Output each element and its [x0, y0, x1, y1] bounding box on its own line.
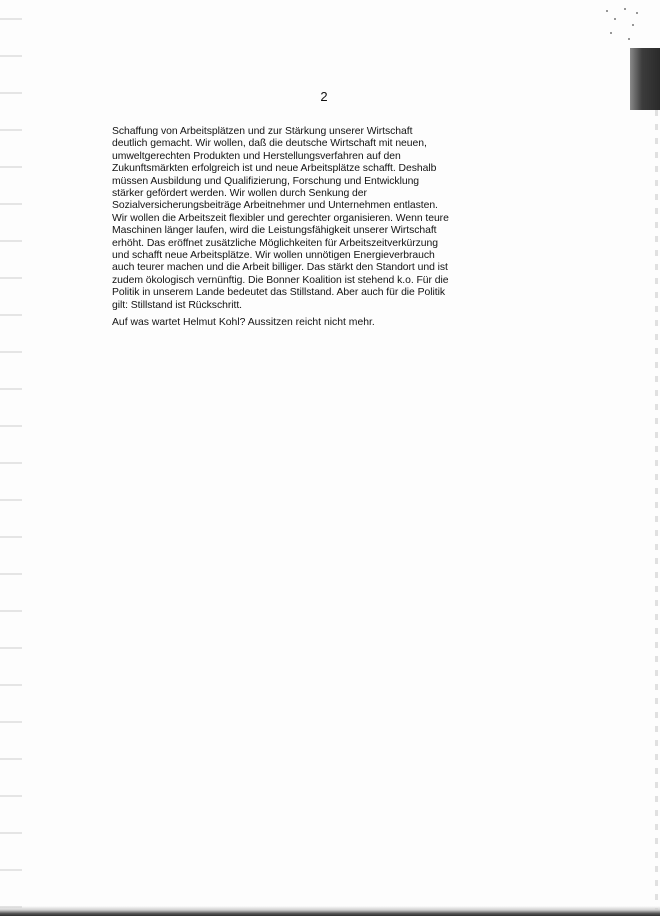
body-line: Sozialversicherungsbeiträge Arbeitnehmer und Unternehmen entlasten.	[112, 200, 438, 212]
body-line: deutlich gemacht. Wir wollen, daß die deutsche Wirtschaft mit neuen,	[112, 138, 427, 150]
closing-line: Auf was wartet Helmut Kohl? Aussitzen reicht nicht mehr.	[112, 317, 375, 328]
body-line: zudem ökologisch vernünftig. Die Bonner Koalition ist stehend k.o. Für die	[112, 274, 449, 286]
scan-edge-right	[655, 110, 658, 916]
body-line: stärker gefördert werden. Wir wollen durch Senkung der	[112, 188, 367, 200]
scan-edge-left	[0, 0, 22, 916]
body-line: gilt: Stillstand ist Rückschritt.	[112, 299, 243, 311]
body-line: auch teurer machen und die Arbeit billiger. Das stärkt den Standort und ist	[112, 262, 448, 274]
scan-speckle	[602, 4, 642, 48]
body-line: müssen Ausbildung und Qualifizierung, Forschung und Entwicklung	[112, 175, 420, 187]
body-line: Wir wollen die Arbeitszeit flexibler und gerechter organisieren. Wenn teure	[112, 212, 449, 224]
body-line: und schafft neue Arbeitsplätze. Wir wollen unnötigen Energieverbrauch	[112, 250, 435, 262]
body-paragraph	[112, 126, 532, 312]
scan-edge-bottom	[0, 906, 660, 916]
body-line: erhöht. Das eröffnet zusätzliche Möglichkeiten für Arbeitszeitverkürzung	[112, 237, 438, 249]
body-line: Schaffung von Arbeitsplätzen und zur Stärkung unserer Wirtschaft	[112, 126, 413, 137]
body-line: Politik in unserem Lande bedeutet das Stillstand. Aber auch für die Politik	[112, 287, 445, 299]
body-line: Maschinen länger laufen, wird die Leistungsfähigkeit unserer Wirtschaft	[112, 225, 437, 237]
page-number: 2	[320, 89, 328, 104]
body-line: umweltgerechten Produkten und Herstellungsverfahren auf den	[112, 150, 401, 162]
body-line: Zukunftsmärkten erfolgreich ist und neue Arbeitsplätze schafft. Deshalb	[112, 163, 437, 175]
